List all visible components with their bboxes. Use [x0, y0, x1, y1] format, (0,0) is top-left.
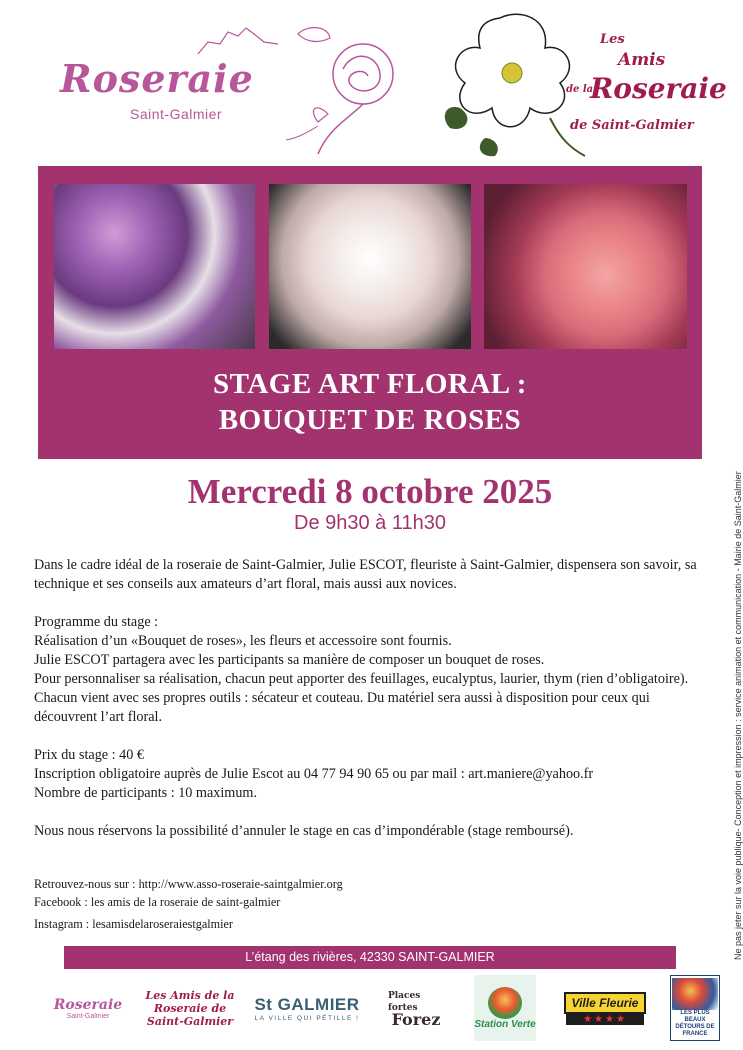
- partner-amis-name: Les Amis de la Roseraie de Saint-Galmier: [145, 988, 235, 1028]
- programme-item: Réalisation d’un «Bouquet de roses», les fleurs et accessoire sont fournis.: [34, 633, 452, 649]
- bouquet-photo-purple: [54, 184, 255, 349]
- partner-ville-fleurie-name: Ville Fleurie: [564, 992, 647, 1014]
- website-link[interactable]: Retrouvez-nous sur : http://www.asso-roseraie-saintgalmier.org: [34, 877, 343, 891]
- roseraie-logo-name: Roseraie: [60, 56, 254, 101]
- programme-item: Pour personnaliser sa réalisation, chacun peut apporter des feuillages, eucalyptus, laurier, thym (rien d’obligatoire).: [34, 671, 689, 687]
- partner-beaux-detours-logo: [670, 975, 720, 1041]
- amis-logo-line3: de la: [566, 84, 594, 95]
- partner-forez-name: Forez: [391, 1010, 441, 1029]
- partner-roseraie-sub: Saint-Galmier: [66, 1012, 110, 1020]
- event-description: [34, 556, 714, 841]
- programme-item: Julie ESCOT partagera avec les participants sa manière de composer un bouquet de roses.: [34, 652, 545, 668]
- programme-title: Programme du stage :: [34, 614, 159, 630]
- amis-logo-line2: Amis: [618, 50, 666, 70]
- ville-fleurie-stars: ★★★★: [566, 1014, 644, 1025]
- event-title-line1: STAGE ART FLORAL :: [213, 368, 527, 400]
- partner-stgalmier-logo: [252, 975, 362, 1041]
- station-verte-icon: [488, 987, 522, 1019]
- event-title-line2: BOUQUET DE ROSES: [218, 404, 522, 436]
- partner-logos: [0, 975, 740, 1045]
- partner-stgalmier-slogan: LA VILLE QUI PÉTILLE !: [254, 1014, 360, 1022]
- partner-roseraie-name: Roseraie: [53, 996, 123, 1013]
- event-title: [38, 366, 702, 438]
- amis-logo-line5: de Saint-Galmier: [570, 118, 694, 133]
- facebook-link[interactable]: Facebook : les amis de la roseraie de saint-galmier: [34, 895, 281, 909]
- inscription: Inscription obligatoire auprès de Julie Escot au 04 77 94 90 65 ou par mail : art.maniere@yahoo.fr: [34, 766, 594, 782]
- partner-stgalmier-name: St GALMIER: [254, 994, 360, 1014]
- partner-ville-fleurie-logo: [558, 975, 652, 1041]
- roseraie-logo-subtitle: Saint-Galmier: [130, 106, 223, 122]
- partner-forez-logo: [388, 975, 444, 1041]
- roseraie-logo: [58, 14, 403, 154]
- event-hours: De 9h30 à 11h30: [294, 512, 446, 534]
- bouquet-photo-pink: [484, 184, 687, 349]
- bouquet-photo-white: [269, 184, 471, 349]
- amis-roseraie-logo: [440, 8, 727, 160]
- price: Prix du stage : 40 €: [34, 747, 144, 763]
- programme-item: Chacun vient avec ses propres outils : sécateur et couteau. Du matériel sera aussi à disposition pour ceux qui découvrent l’art floral.: [34, 690, 650, 725]
- address-bar: L’étang des rivières, 42330 SAINT-GALMIER: [64, 946, 676, 969]
- event-date: Mercredi 8 octobre 2025: [187, 472, 553, 511]
- beaux-detours-icon: [672, 978, 718, 1010]
- contact-links: [34, 875, 343, 933]
- instagram-link[interactable]: Instagram : lesamisdelaroseraiestgalmier: [34, 917, 233, 931]
- participants: Nombre de participants : 10 maximum.: [34, 785, 258, 801]
- amis-logo-line1: Les: [600, 32, 625, 47]
- intro-paragraph: Dans le cadre idéal de la roseraie de Saint-Galmier, Julie ESCOT, fleuriste à Saint-Galmier, dispensera son savoir, sa technique et ses conseils aux amateurs d’art floral, mais aussi aux novices.: [34, 557, 697, 592]
- amis-logo-line4: Roseraie: [590, 72, 727, 105]
- partner-station-verte-logo: [474, 975, 536, 1041]
- partner-station-verte-name: Station Verte: [474, 1018, 536, 1030]
- partner-beaux-detours-name: LES PLUS BEAUX DÉTOURS DE FRANCE: [675, 1010, 715, 1037]
- partner-forez-top: Places fortes: [388, 991, 421, 1013]
- partner-amis-logo: [140, 975, 240, 1041]
- cancellation-notice: Nous nous réservons la possibilité d’annuler le stage en cas d’impondérable (stage remboursé).: [34, 823, 574, 839]
- legal-side-note: Ne pas jeter sur la voie publique- Conception et impression : service animation et communication - Mairie de Saint-Galmier: [733, 471, 743, 960]
- partner-roseraie-logo: [42, 975, 134, 1041]
